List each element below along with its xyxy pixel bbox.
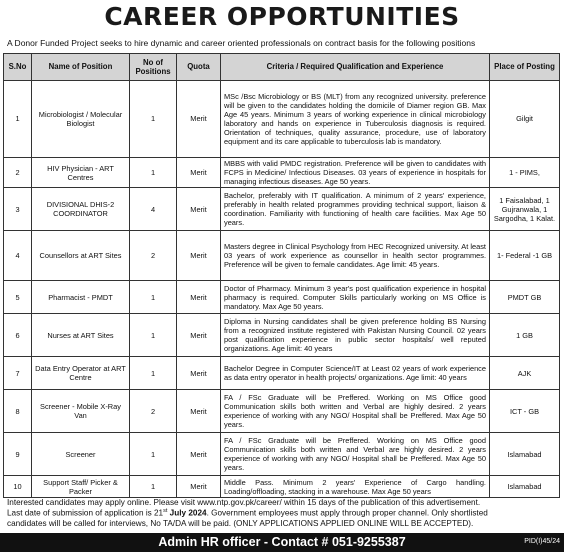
header-name: Name of Position (32, 54, 130, 81)
cell-criteria: FA / FSc Graduate will be Preffered. Working on MS Office good Communication skills both written and Verbal are highly desired. 2 years experience of working with any NGO/ Hospital shall be Preffered. Max Age 50 years. (221, 433, 490, 476)
table-row (4, 314, 560, 357)
footer-line-deadline (7, 508, 559, 519)
cell-quota: Merit (177, 390, 221, 433)
table-row (4, 357, 560, 390)
cell-positions: 1 (130, 314, 177, 357)
deadline-suffix: st (163, 508, 168, 515)
contact-bar (0, 533, 564, 552)
header-posting: Place of Posting (490, 54, 560, 81)
cell-posting: Islamabad (490, 476, 560, 498)
table-row (4, 231, 560, 281)
cell-name: Screener - Mobile X-Ray Van (32, 390, 130, 433)
cell-quota: Merit (177, 188, 221, 231)
cell-posting: AJK (490, 357, 560, 390)
header-criteria: Criteria / Required Qualification and Experience (221, 54, 490, 81)
cell-sno: 3 (4, 188, 32, 231)
cell-criteria: Masters degree in Clinical Psychology from HEC Recognized university. At least 03 years of work experience as counsellor in health sector programmes. Preference will be given to female candidates. Age limit: 45 years. (221, 231, 490, 281)
positions-table (3, 53, 560, 498)
cell-positions: 1 (130, 433, 177, 476)
cell-posting: Islamabad (490, 433, 560, 476)
footer-line-interviews: candidates will be called for interviews, No TA/DA will be paid. (ONLY APPLICATIONS APPLIED ONLINE WILL BE ACCEPTED). (7, 519, 474, 529)
header-sno: S.No (4, 54, 32, 81)
cell-positions: 1 (130, 476, 177, 498)
cell-name: Counsellors at ART Sites (32, 231, 130, 281)
cell-positions: 2 (130, 390, 177, 433)
cell-posting: ICT - GB (490, 390, 560, 433)
cell-positions: 1 (130, 281, 177, 314)
cell-name: Nurses at ART Sites (32, 314, 130, 357)
cell-quota: Merit (177, 231, 221, 281)
cell-criteria: Doctor of Pharmacy. Minimum 3 year's post qualification experience in hospital pharmacy is required. Computer Skills particularly working on MS Office is mandatory. Max Age 50 years. (221, 281, 490, 314)
cell-sno: 6 (4, 314, 32, 357)
cell-quota: Merit (177, 281, 221, 314)
cell-quota: Merit (177, 314, 221, 357)
cell-criteria: Diploma in Nursing candidates shall be given preference holding BS Nursing from a recognized institute registered with Pakistan Nursing Council. 02 years post qualification experience in public sector hospitals/ well reputed organizations. Age limit: 40 years (221, 314, 490, 357)
cell-criteria: MBBS with valid PMDC registration. Preference will be given to candidates with FCPS in Medicine/ Infectious Diseases. 03 years of experience in hospitals for managing infectious diseases. Age 50 years. (221, 158, 490, 188)
deadline-date: July 2024 (167, 508, 207, 518)
header-quota: Quota (177, 54, 221, 81)
intro-text: A Donor Funded Project seeks to hire dynamic and career oriented professionals on contract basis for the following positions (7, 38, 476, 48)
cell-sno: 7 (4, 357, 32, 390)
cell-posting: 1- Federal -1 GB (490, 231, 560, 281)
footer-notice (7, 498, 559, 529)
cell-positions: 2 (130, 231, 177, 281)
cell-sno: 10 (4, 476, 32, 498)
cell-name: Microbiologist / Molecular Biologist (32, 81, 130, 158)
table-row (4, 433, 560, 476)
cell-criteria: FA / FSc Graduate will be Preffered. Working on MS Office good Communication skills both written and Verbal are highly desired. 2 years experience of working with any NGO/ Hospital shall be Preffered. Max Age 50 years. (221, 390, 490, 433)
table-row (4, 476, 560, 498)
pid-label: PID(I)45/24 (524, 538, 560, 545)
cell-quota: Merit (177, 81, 221, 158)
table-row (4, 188, 560, 231)
header-positions: No of Positions (130, 54, 177, 81)
cell-criteria: Middle Pass. Minimum 2 years' Experience of Cargo handling. Loading/offloading, stacking in a warehouse. Max Age 50 years (221, 476, 490, 498)
cell-name: Support Staff/ Picker & Packer (32, 476, 130, 498)
cell-criteria: Bachelor, preferably with IT qualification. A minimum of 2 years' experience, preferably in health related programmes providing technical support, liaison & coordination. Familiarity with functioning of health care facilities. Max Age 50 years. (221, 188, 490, 231)
cell-sno: 1 (4, 81, 32, 158)
cell-name: DIVISIONAL DHIS-2 COORDINATOR (32, 188, 130, 231)
cell-positions: 1 (130, 357, 177, 390)
cell-sno: 4 (4, 231, 32, 281)
cell-name: Pharmacist - PMDT (32, 281, 130, 314)
footer-line-apply: Interested candidates may apply online. Please visit www.ntp.gov.pk/career/ within 15 days of the publication of this advertisement. (7, 498, 481, 507)
cell-quota: Merit (177, 158, 221, 188)
deadline-rest: . Government employees must apply through proper channel. Only shortlisted (206, 508, 488, 518)
cell-quota: Merit (177, 433, 221, 476)
table-row (4, 281, 560, 314)
cell-criteria: MSc /Bsc Microbiology or BS (MLT) from any recognized university. preference will be given to the candidates holding the domicile of Diamer region GB. Max Age 45 years. Minimum 3 years of working experience in clinical microbiology laboratory and hands on experience in Tuberculosis diagnosis is required. Orientation of techniques, quality assurance, procedure, use of laboratory equipment and its care applicable to tuberculosis lab is mandatory. (221, 81, 490, 158)
cell-criteria: Bachelor Degree in Computer Science/IT at Least 02 years of work experience as data entry operator in health projects/ organizations. Age limit: 40 years (221, 357, 490, 390)
cell-positions: 1 (130, 158, 177, 188)
deadline-text: Last date of submission of application is 21 (7, 508, 164, 518)
cell-posting: Gilgit (490, 81, 560, 158)
table-row (4, 81, 560, 158)
cell-name: Screener (32, 433, 130, 476)
cell-sno: 9 (4, 433, 32, 476)
page-title: CAREER OPPORTUNITIES (104, 2, 460, 31)
cell-quota: Merit (177, 476, 221, 498)
table-header-row (4, 54, 560, 81)
cell-sno: 5 (4, 281, 32, 314)
cell-quota: Merit (177, 357, 221, 390)
cell-name: Data Entry Operator at ART Centre (32, 357, 130, 390)
cell-name: HIV Physician - ART Centres (32, 158, 130, 188)
cell-positions: 4 (130, 188, 177, 231)
cell-positions: 1 (130, 81, 177, 158)
cell-posting: 1 GB (490, 314, 560, 357)
cell-sno: 2 (4, 158, 32, 188)
table-row (4, 390, 560, 433)
cell-sno: 8 (4, 390, 32, 433)
contact-text: Admin HR officer - Contact # 051-9255387 (158, 535, 406, 549)
cell-posting: 1 Faisalabad, 1 Gujranwala, 1 Sargodha, 1 Kalat. (490, 188, 560, 231)
table-row (4, 158, 560, 188)
cell-posting: PMDT GB (490, 281, 560, 314)
cell-posting: 1 - PIMS, (490, 158, 560, 188)
